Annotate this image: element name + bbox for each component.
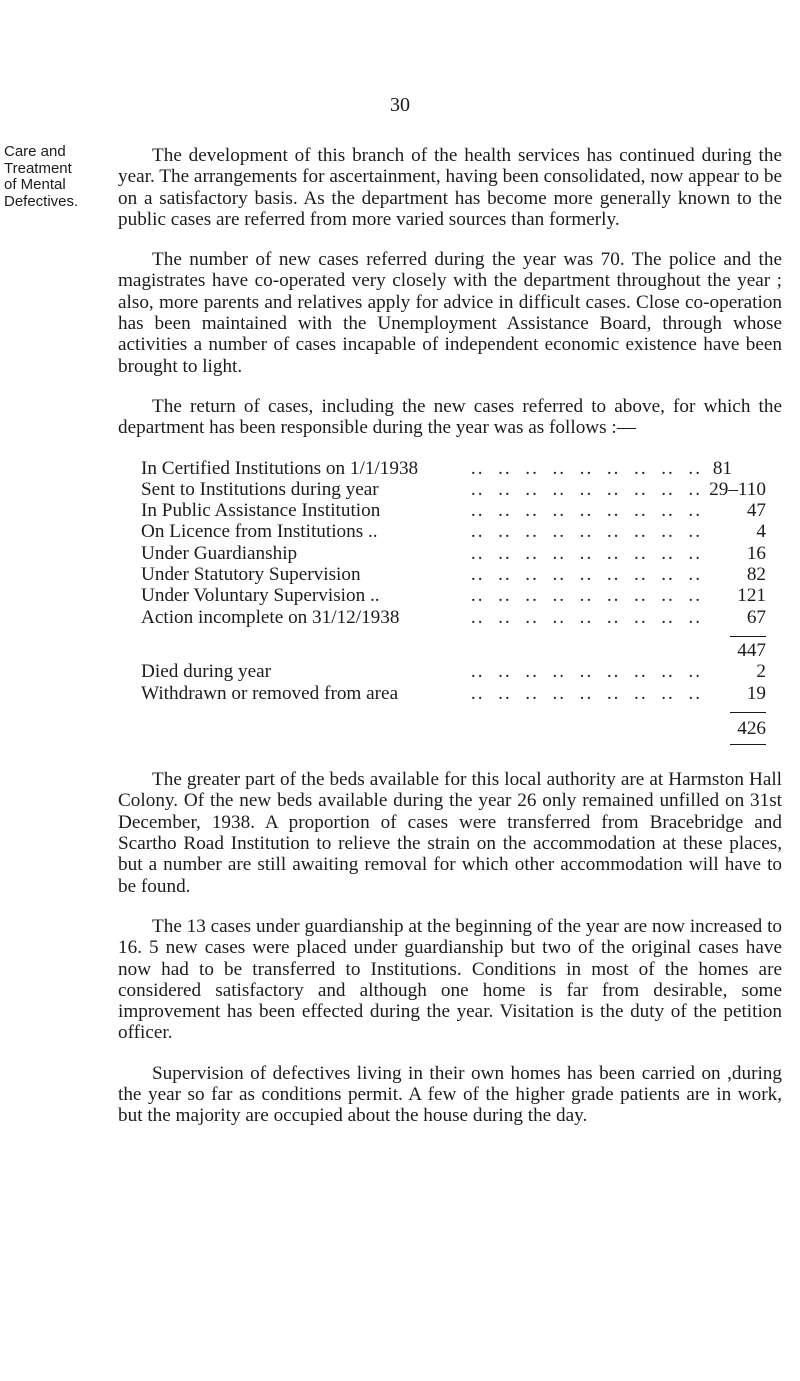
table-row <box>118 661 766 682</box>
paragraph: The number of new cases referred during the year was 70. The police and the magistrates have co-operated very closely with the department throughout the year ; also, more parents and relatives apply for advice in difficult cases. Close co-operation has been maintained with the Unemployment Assistance Board, through whose activities a number of cases incapable of independent economic existence have been brought to light. <box>118 249 782 377</box>
row-value: 81 <box>712 457 732 479</box>
subtotal-row <box>118 640 766 661</box>
report-body <box>118 145 782 1146</box>
row-label: Withdrawn or removed from area <box>141 683 402 704</box>
row-label: On Licence from Institutions .. <box>141 521 382 542</box>
paragraph: The greater part of the beds available for this local authority are at Harmston Hall Colony. Of the new beds available during the year 26 only remained unfilled on 31st December, 1938. A proportion of cases were transferred from Bracebridge and Scartho Road Institution to relieve the strain on the accommodation at these places, but a number are still awaiting removal for which other accommodation will have to be found. <box>118 769 782 897</box>
paragraph: Supervision of defectives living in their own homes has been carried on ,during the year so far as conditions permit. A few of the higher grade patients are in work, but the majority are occupied about the house during the day. <box>118 1062 782 1127</box>
row-value: 29–110 <box>709 478 766 500</box>
paragraph: The return of cases, including the new cases referred to above, for which the department has been responsible during the year was as follows :— <box>118 395 782 439</box>
total-row <box>118 718 766 739</box>
table-row <box>118 607 766 628</box>
row-label: Under Statutory Supervision <box>141 564 365 585</box>
margin-note-line: Treatment <box>4 159 72 177</box>
sum-rule <box>730 636 766 637</box>
table-row <box>118 479 766 500</box>
row-value: 67 <box>746 606 766 628</box>
row-label: Under Guardianship <box>141 543 301 564</box>
row-value: 47 <box>746 500 766 522</box>
table-row <box>118 564 766 585</box>
row-value: 2 <box>756 661 766 683</box>
total-underline <box>730 744 766 745</box>
table-row <box>118 500 766 521</box>
row-label: Sent to Institutions during year <box>141 479 383 500</box>
table-row <box>118 543 766 564</box>
paragraph: The development of this branch of the health services has continued during the year. The arrangements for ascertainment, having been consolidated, now appear to be on a satisfactory basis. As the department has become more generally known to the public cases are referred from more varied sources than formerly. <box>118 145 782 230</box>
margin-note-line: Care and <box>4 143 66 160</box>
paragraph: The 13 cases under guardianship at the beginning of the year are now increased to 16. 5 new cases were placed under guardianship but two of the original cases have now had to be transferred to Institutions. Conditions in most of the homes are considered satisfactory and although one home is far from desirable, some improvement has been effected during the year. Visitation is the duty of the petition officer. <box>118 915 782 1044</box>
margin-note <box>4 144 96 210</box>
table-row <box>118 521 766 542</box>
table-row <box>118 683 766 704</box>
row-label: Under Voluntary Supervision .. <box>141 585 384 606</box>
row-label: In Public Assistance Institution <box>141 500 384 521</box>
row-value: 16 <box>746 542 766 564</box>
row-value: 19 <box>746 682 766 704</box>
table-row <box>118 585 766 606</box>
row-value: 121 <box>737 585 766 607</box>
total-value: 426 <box>737 717 766 739</box>
page-number: 30 <box>390 94 410 116</box>
sum-rule <box>730 712 766 713</box>
row-label: In Certified Institutions on 1/1/1938 <box>141 458 422 479</box>
table-row <box>118 458 766 479</box>
margin-note-line: of Mental <box>4 176 66 193</box>
margin-note-line: Defectives. <box>4 192 79 210</box>
row-value: 82 <box>746 564 766 586</box>
subtotal-value: 447 <box>737 639 766 661</box>
row-value: 4 <box>756 521 766 543</box>
row-label: Action incomplete on 31/12/1938 <box>141 607 403 628</box>
returns-table <box>118 458 766 750</box>
row-label: Died during year <box>141 661 275 682</box>
